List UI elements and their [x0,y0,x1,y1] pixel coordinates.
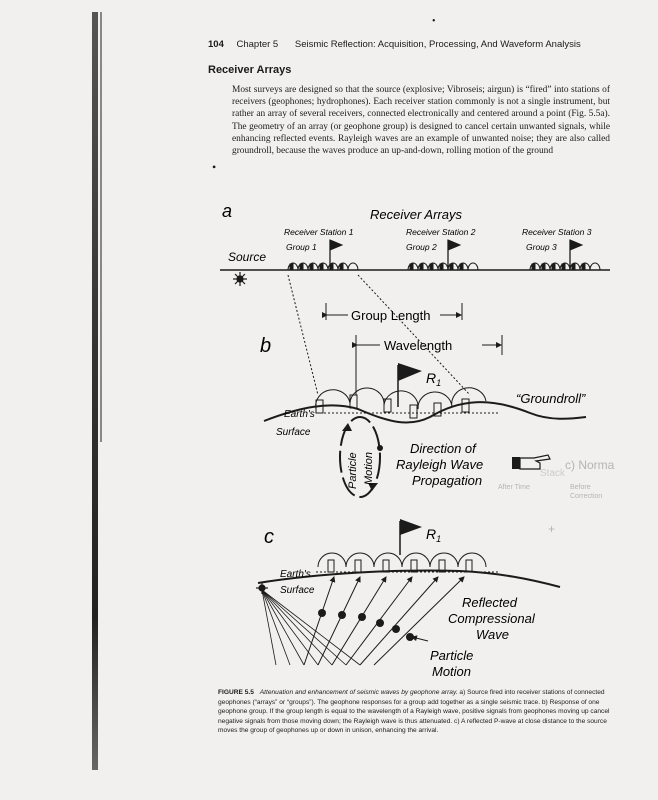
earth-label-c: Earth's [280,569,311,580]
panel-a-letter: a [222,201,233,221]
book-spine-shadow [92,12,98,770]
caption-title: Attenuation and enhancement of seismic waves by geophone array. [259,689,458,696]
motion-label-c: Motion [432,664,472,679]
speck: • [432,16,436,27]
flag-icon [570,240,582,250]
flag-icon-c [400,519,422,535]
bleed-through-after: After Time [498,484,530,491]
groundroll-label: “Groundroll” [516,391,586,406]
station-2-label: Receiver Station 2 [406,227,476,237]
particle-dots-c [318,609,414,641]
bleed-through-before: Before [570,484,591,491]
surface-label-c: Surface [280,585,315,596]
chapter-title: Seismic Reflection: Acquisition, Processing, And Waveform Analysis [294,39,581,50]
particle-label-c: Particle [430,648,474,663]
direction-label-2: Rayleigh Wave [396,457,484,472]
flag-icon [448,240,460,250]
bleed-through-correction: Correction [570,493,603,500]
figure-caption [218,688,618,736]
figure-5-5 [200,195,620,687]
flag-icon [330,240,342,250]
panel-a-title: Receiver Arrays [370,207,462,222]
particle-label-b: Particle [347,452,359,489]
page-number: 104 [208,39,224,50]
source-star-icon [233,272,247,286]
particle-dot [377,445,383,451]
earth-label-b: Earth's [284,409,315,420]
direction-label-3: Propagation [412,473,483,488]
pointing-hand-icon [512,455,550,469]
group-3-label: Group 3 [526,242,557,252]
station-3-label: Receiver Station 3 [522,227,592,237]
panel-c-letter: c [264,526,274,548]
source-label: Source [228,250,267,264]
r1-label-b: $R_1$ [426,370,442,388]
group-1-label: Group 1 [286,242,317,252]
caption-label: FIGURE 5.5 [218,689,254,696]
surface-label-b: Surface [276,427,311,438]
reflected-label-1: Reflected [462,595,517,610]
r1-label-c: $R_1$ [426,526,442,544]
station-1-label: Receiver Station 1 [284,227,354,237]
flag-icon-b [398,363,422,381]
particle-pointer [412,637,428,641]
bleed-through-stack: Stack [540,468,566,479]
wavelength-label: Wavelength [384,338,453,353]
ellipse-arrow-icon [342,423,352,431]
bleed-through-plus: + [548,522,556,536]
group-2-label: Group 2 [406,242,437,252]
body-paragraph: Most surveys are designed so that the source (explosive; Vibroseis; airgun) is “fired” into stations of receivers (geophones; hydrophones). Each receiver station commonly is not a single instrument, but rather an array of several receivers, connected electronically and centered around a point (Fig. 5.5a). The geometry of an array (or geophone group) is designed to cancel certain unwanted signals, while enhancing reflected events. Rayleigh waves are an example of unwanted noise; they are also called groundroll, because the waves produce an up-and-down, rolling motion of the ground [232,85,610,157]
section-title: Receiver Arrays [208,64,292,76]
motion-label-b: Motion [363,451,375,485]
reflected-label-3: Wave [476,627,509,642]
reflected-label-2: Compressional [448,611,535,626]
chapter-label: Chapter 5 [236,39,279,50]
bleed-through-normal: c) Norma [565,458,615,472]
margin-mark: • [212,160,217,174]
running-head [208,39,628,50]
zoom-line-right [358,275,470,395]
source-star-icon-c [256,582,268,594]
caption-text: a) Source fired into receiver stations of connected geophones (“arrays” or “groups”). The geophone responses for a group add together as a single seismic trace. b) Response of one geophone group. If the group length is equal to the wavelength of a Rayleigh wave, positive signals from geophones moving up cancel negative signals from those moving down; the Rayleigh wave is thus attenuated. c) A reflected P-wave at close distance to the source moves the group of geophones up or down in unison, enhancing the arrival. [218,689,610,735]
downgoing-ray-fan [262,590,360,665]
book-spine-edge [100,12,102,442]
geophone-arcs-c [318,553,486,572]
group-length-label: Group Length [351,308,431,323]
direction-label-1: Direction of [410,441,476,456]
zoom-line-left [288,275,318,395]
panel-b-letter: b [260,335,272,357]
